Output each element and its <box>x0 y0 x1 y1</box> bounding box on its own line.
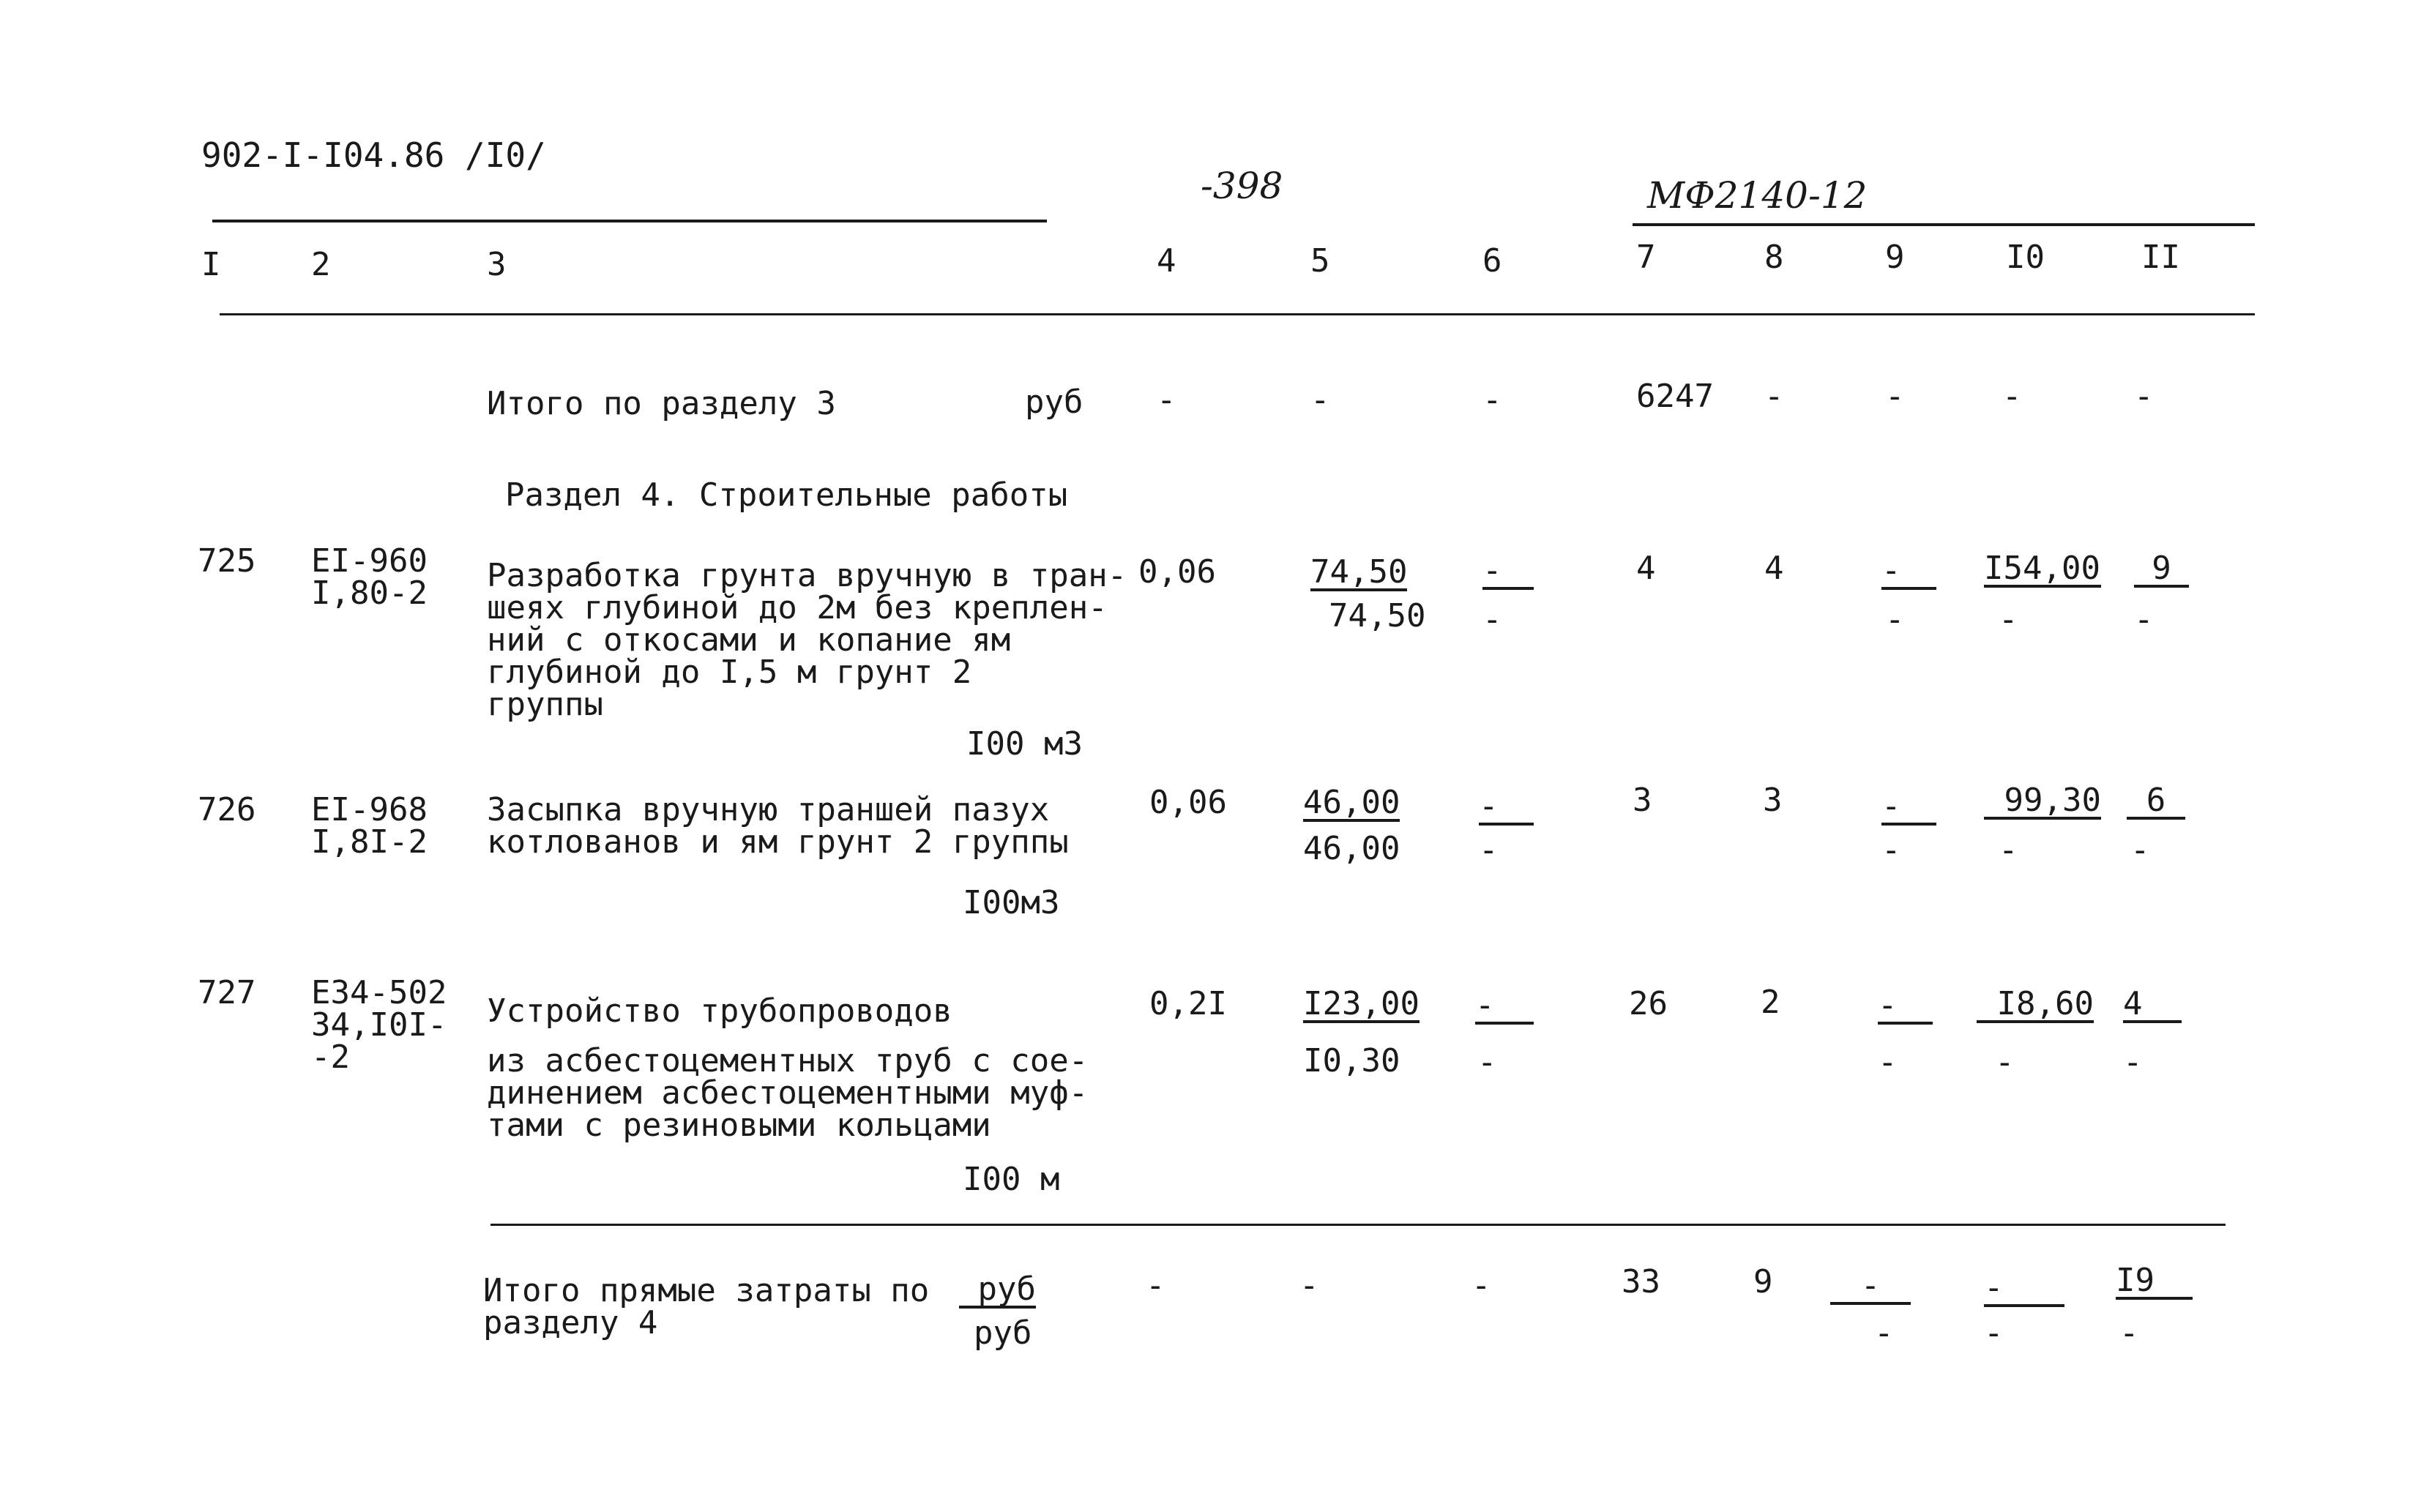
row-726-col8: 3 <box>1763 782 1783 819</box>
row-726-col11-bottom: - <box>2130 831 2150 869</box>
row-725-col11-top: 9 <box>2134 553 2189 588</box>
row-726-col5-top: 46,00 <box>1303 784 1400 821</box>
section4-total-col11-bottom: - <box>2119 1314 2139 1352</box>
row-727-code: E34-502 34,I0I- -2 <box>311 974 447 1076</box>
row-725-description: Разработка грунта вручную в тран- шеях глубиной до 2м без креплен- ний с откосами и копание ям глубиной до I,5 м грунт 2 группы <box>487 557 1127 723</box>
row-725-col4: 0,06 <box>1138 553 1216 591</box>
row-725-col5-bottom: 74,50 <box>1329 597 1426 635</box>
row-726-col11-top: 6 <box>2127 785 2185 820</box>
row-726-unit: I00м3 <box>963 884 1060 921</box>
column-header-3: 3 <box>487 246 507 283</box>
page-number: -398 <box>1201 165 1283 207</box>
column-header-4: 4 <box>1157 242 1176 280</box>
row-725-col10-top: I54,00 <box>1984 550 2100 587</box>
section4-total-col9-bottom: - <box>1874 1314 1894 1352</box>
column-header-2: 2 <box>311 246 331 283</box>
row-727-col5-bottom: I0,30 <box>1303 1042 1400 1079</box>
row-727-col6-top: - <box>1475 989 1534 1025</box>
row-727-col9-top: - <box>1878 989 1933 1025</box>
row-726-code: EI-968 I,8I-2 <box>311 791 428 861</box>
section4-total-label: Итого прямые затраты по разделу 4 <box>483 1272 930 1341</box>
section4-total-col10-top: - <box>1984 1272 2064 1307</box>
section3-total-col10: - <box>2002 378 2022 415</box>
row-726-description: Засыпка вручную траншей пазух котлованов и ям грунт 2 группы <box>487 791 1069 861</box>
section4-total-col8: 9 <box>1753 1263 1773 1300</box>
row-726-col6-top: - <box>1479 790 1534 826</box>
header-rule-left <box>212 220 1047 222</box>
row-727-col10-top: I8,60 <box>1977 988 2094 1023</box>
row-726-col9-bottom: - <box>1881 831 1901 869</box>
column-header-9: 9 <box>1885 239 1905 276</box>
row-727-col4: 0,2I <box>1149 985 1227 1022</box>
row-727-col9-bottom: - <box>1878 1044 1898 1081</box>
row-726-col4: 0,06 <box>1149 784 1227 821</box>
handwritten-doc-code: МФ2140-12 <box>1647 174 1868 217</box>
column-header-11: II <box>2141 239 2180 276</box>
row-727-unit: I00 м <box>963 1161 1060 1198</box>
row-726-col10-bottom: - <box>1999 831 2018 869</box>
row-725-col8: 4 <box>1764 550 1784 587</box>
section3-total-col8: - <box>1764 378 1784 415</box>
row-727-col7: 26 <box>1629 985 1668 1022</box>
column-header-rule <box>220 313 2255 315</box>
section4-total-col11-top: I9 <box>2116 1265 2193 1300</box>
row-725-col9-top: - <box>1881 555 1936 590</box>
row-726-col9-top: - <box>1881 790 1936 826</box>
section3-total-unit: руб <box>1025 383 1083 421</box>
row-725-unit: I00 м3 <box>966 725 1083 763</box>
row-727-col11-top: 4 <box>2123 988 2182 1023</box>
section3-total-col6: - <box>1482 381 1502 419</box>
row-727-col8: 2 <box>1761 984 1780 1021</box>
row-725-number: 725 <box>198 542 256 580</box>
row-725-col5-top: 74,50 <box>1310 553 1408 591</box>
row-725-col11-bottom: - <box>2134 601 2154 638</box>
section3-total-col9: - <box>1885 378 1905 415</box>
section3-total-label: Итого по разделу 3 <box>487 385 836 422</box>
column-header-5: 5 <box>1310 242 1330 280</box>
section4-total-col4: - <box>1146 1267 1165 1304</box>
row-726-col6-bottom: - <box>1479 831 1499 869</box>
column-header-10: I0 <box>2006 239 2045 276</box>
section4-total-rule <box>490 1224 2226 1226</box>
row-725-code: EI-960 I,80-2 <box>311 542 428 612</box>
section3-total-col5: - <box>1310 381 1330 419</box>
document-code: 902-I-I04.86 /I0/ <box>201 135 546 175</box>
row-725-col7: 4 <box>1636 550 1656 587</box>
row-726-col10-top: 99,30 <box>1984 785 2101 820</box>
row-725-col6-top: - <box>1482 555 1534 590</box>
row-727-number: 727 <box>198 974 256 1011</box>
section4-total-unit-bottom: руб <box>974 1314 1032 1352</box>
column-header-6: 6 <box>1482 242 1502 280</box>
section4-total-col6: - <box>1471 1267 1491 1304</box>
column-header-1: I <box>201 246 221 283</box>
section4-total-col7: 33 <box>1622 1263 1660 1300</box>
section3-total-col7: 6247 <box>1636 378 1714 415</box>
section4-title: Раздел 4. Строительные работы <box>505 476 1068 514</box>
section4-total-col9-top: - <box>1830 1270 1911 1305</box>
row-726-col7: 3 <box>1633 782 1652 819</box>
row-727-col10-bottom: - <box>1995 1044 2015 1081</box>
header-rule-right <box>1633 223 2255 226</box>
column-header-7: 7 <box>1636 239 1656 276</box>
row-725-col6-bottom: - <box>1482 601 1502 638</box>
row-725-col10-bottom: - <box>1999 601 2018 638</box>
section4-total-unit-top: руб <box>959 1273 1036 1309</box>
row-726-col5-bottom: 46,00 <box>1303 830 1400 867</box>
column-header-8: 8 <box>1764 239 1784 276</box>
section3-total-col4: - <box>1157 381 1176 419</box>
row-727-col11-bottom: - <box>2123 1044 2143 1081</box>
row-725-col9-bottom: - <box>1885 601 1905 638</box>
row-727-col6-bottom: - <box>1477 1044 1497 1081</box>
section3-total-col11: - <box>2134 378 2154 415</box>
row-727-description: из асбестоцементных труб с сое- динением асбестоцементными муф- тами с резиновыми кольцами <box>487 1042 1089 1144</box>
row-727-col5-top: I23,00 <box>1303 985 1420 1022</box>
section4-total-col10-bottom: - <box>1984 1314 2004 1352</box>
section4-total-col5: - <box>1299 1267 1319 1304</box>
row-726-number: 726 <box>198 791 256 828</box>
row-727-description-line1: Устройство трубопроводов <box>487 992 952 1030</box>
